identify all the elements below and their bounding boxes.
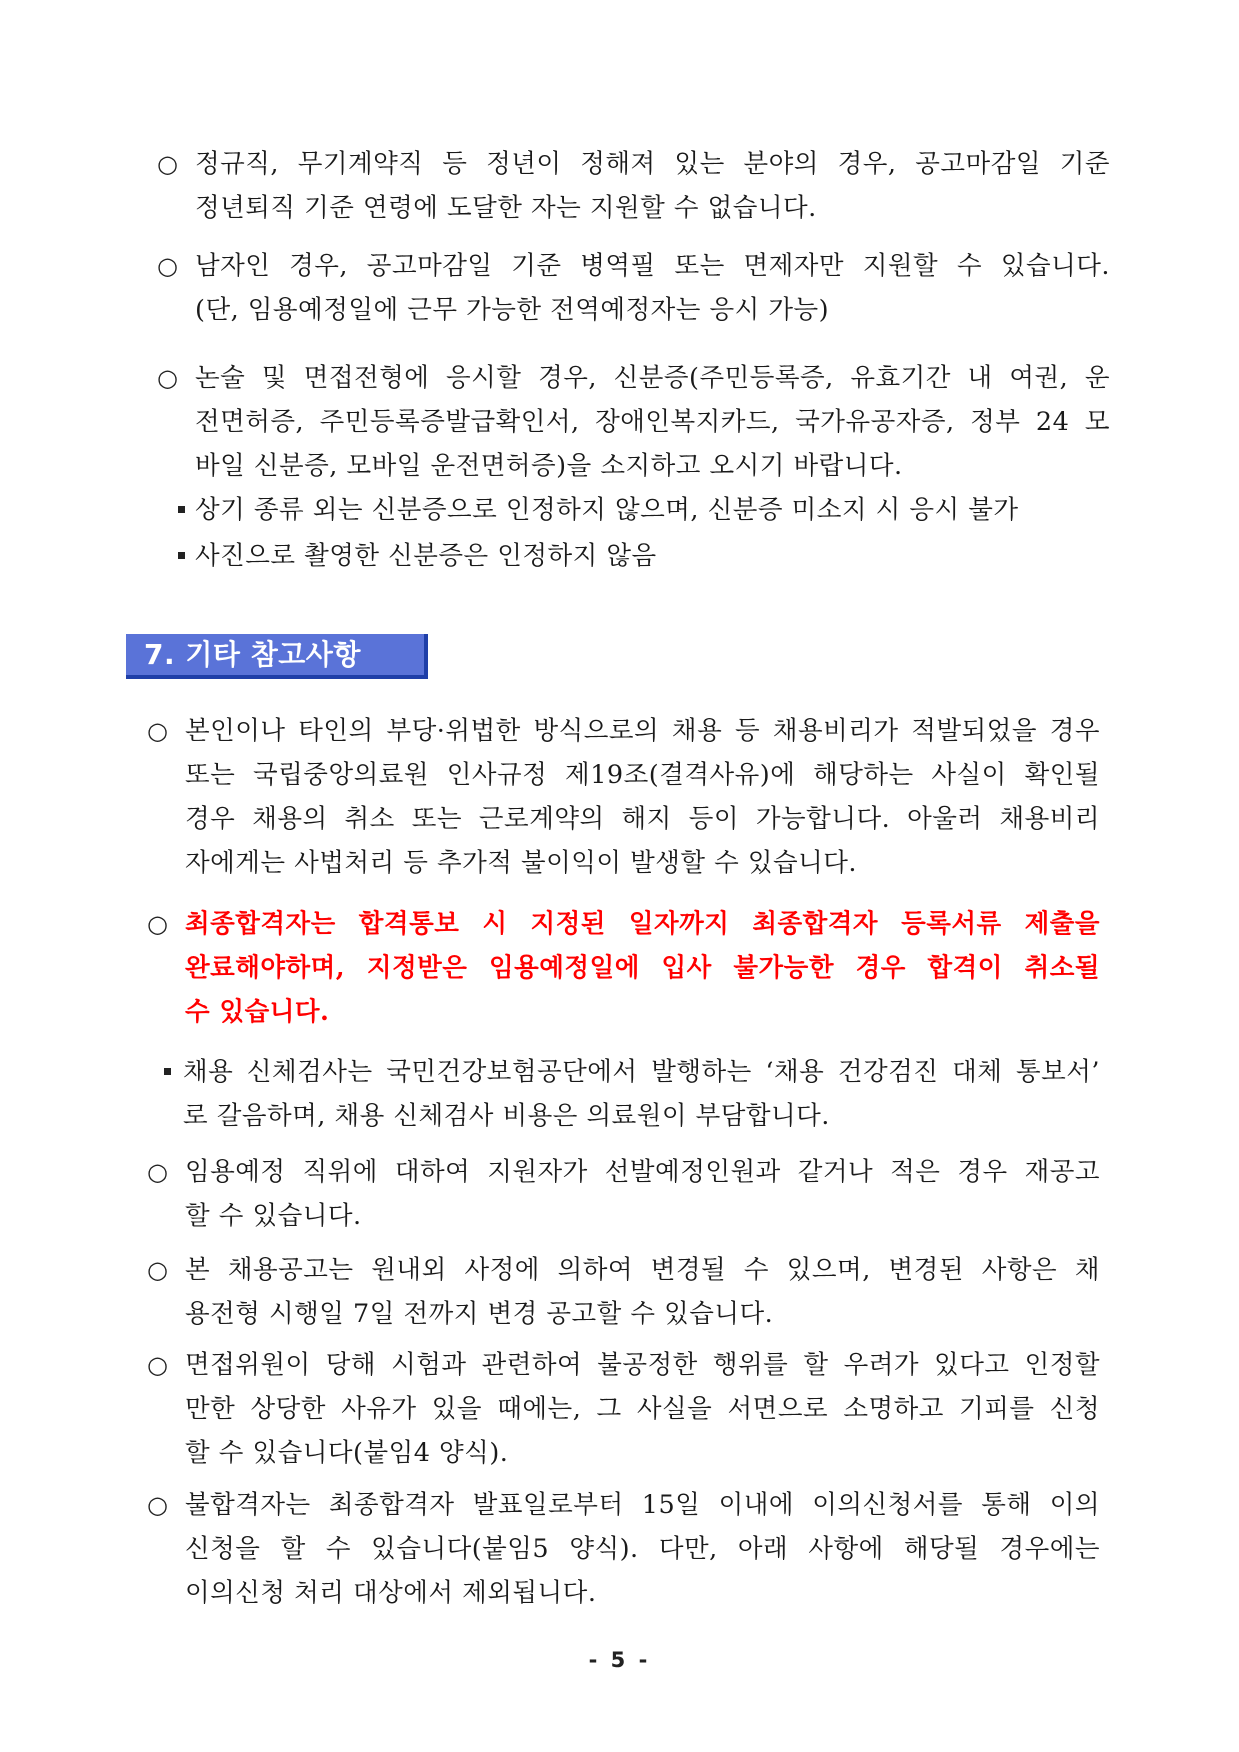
paragraph-line: 불합격자는 최종합격자 발표일로부터 15일 이내에 이의신청서를 통해 이의	[185, 1490, 1100, 1520]
paragraph-line: 완료해야하며, 지정받은 임용예정일에 입사 불가능한 경우 합격이 취소될	[185, 953, 1100, 983]
paragraph-line: 임용예정 직위에 대하여 지원자가 선발예정인원과 같거나 적은 경우 재공고	[185, 1157, 1100, 1187]
paragraph-objection	[185, 1483, 1100, 1615]
square-bullet-icon	[178, 552, 185, 559]
page-number: - 5 -	[588, 1648, 651, 1672]
paragraph-line: 정년퇴직 기준 연령에 도달한 자는 지원할 수 없습니다.	[195, 193, 817, 223]
paragraph-line: 바일 신분증, 모바일 운전면허증)을 소지하고 오시기 바랍니다.	[195, 451, 903, 481]
paragraph-re-announcement	[185, 1150, 1100, 1238]
paragraph-line: 논술 및 면접전형에 응시할 경우, 신분증(주민등록증, 유효기간 내 여권, 운	[195, 363, 1110, 393]
bullet-health-checkup	[183, 1050, 1100, 1138]
section-heading-box	[126, 634, 428, 679]
paragraph-line: 신청을 할 수 있습니다(붙임5 양식). 다만, 아래 사항에 해당될 경우에는	[185, 1534, 1100, 1564]
paragraph-line: 남자인 경우, 공고마감일 기준 병역필 또는 면제자만 지원할 수 있습니다.	[195, 251, 1110, 281]
paragraph-line: 수 있습니다.	[185, 997, 330, 1027]
paragraph-line: 본인이나 타인의 부당·위법한 방식으로의 채용 등 채용비리가 적발되었을 경우	[185, 716, 1100, 746]
paragraph-final-pass-notice	[185, 902, 1100, 1034]
paragraph-line: 본 채용공고는 원내외 사정에 의하여 변경될 수 있으며, 변경된 사항은 채	[185, 1255, 1100, 1285]
bullet-photo-id	[195, 534, 1095, 578]
paragraph-line: 자에게는 사법처리 등 추가적 불이익이 발생할 수 있습니다.	[185, 848, 858, 878]
circle-bullet-icon: ○	[147, 1351, 168, 1379]
circle-bullet-icon: ○	[157, 364, 178, 392]
paragraph-line: 면접위원이 당해 시험과 관련하여 불공정한 행위를 할 우려가 있다고 인정할	[185, 1350, 1100, 1380]
paragraph-interviewer-recusal	[185, 1343, 1100, 1475]
paragraph-line: (단, 임용예정일에 근무 가능한 전역예정자는 응시 가능)	[195, 295, 830, 325]
circle-bullet-icon: ○	[157, 150, 178, 178]
paragraph-line: 용전형 시행일 7일 전까지 변경 공고할 수 있습니다.	[185, 1299, 774, 1329]
circle-bullet-icon: ○	[147, 1491, 168, 1519]
circle-bullet-icon: ○	[147, 717, 168, 745]
section-heading-title: 7. 기타 참고사항	[144, 638, 361, 671]
circle-bullet-icon: ○	[147, 910, 168, 938]
paragraph-line: 최종합격자는 합격통보 시 지정된 일자까지 최종합격자 등록서류 제출을	[185, 909, 1100, 939]
bullet-text: 상기 종류 외는 신분증으로 인정하지 않으며, 신분증 미소지 시 응시 불가	[195, 495, 1019, 525]
bullet-id-not-accepted	[195, 488, 1095, 532]
circle-bullet-icon: ○	[147, 1256, 168, 1284]
square-bullet-icon	[164, 1068, 171, 1075]
paragraph-retirement-age	[195, 142, 1110, 230]
paragraph-hiring-fraud	[185, 709, 1100, 885]
paragraph-line: 또는 국립중앙의료원 인사규정 제19조(결격사유)에 해당하는 사실이 확인될	[185, 760, 1100, 790]
paragraph-notice-change	[185, 1248, 1100, 1336]
paragraph-line: 경우 채용의 취소 또는 근로계약의 해지 등이 가능합니다. 아울러 채용비리	[185, 804, 1100, 834]
paragraph-line: 정규직, 무기계약직 등 정년이 정해져 있는 분야의 경우, 공고마감일 기준	[195, 149, 1110, 179]
bullet-text: 사진으로 촬영한 신분증은 인정하지 않음	[195, 541, 657, 571]
bullet-text: 채용 신체검사는 국민건강보험공단에서 발행하는 ‘채용 건강검진 대체 통보서’	[183, 1057, 1100, 1087]
bullet-text: 로 갈음하며, 채용 신체검사 비용은 의료원이 부담합니다.	[183, 1101, 830, 1131]
paragraph-line: 할 수 있습니다(붙임4 양식).	[185, 1438, 509, 1468]
paragraph-military-service	[195, 244, 1110, 332]
circle-bullet-icon: ○	[147, 1158, 168, 1186]
paragraph-line: 만한 상당한 사유가 있을 때에는, 그 사실을 서면으로 소명하고 기피를 신청	[185, 1394, 1100, 1424]
circle-bullet-icon: ○	[157, 252, 178, 280]
paragraph-line: 이의신청 처리 대상에서 제외됩니다.	[185, 1578, 597, 1608]
paragraph-line: 전면허증, 주민등록증발급확인서, 장애인복지카드, 국가유공자증, 정부 24 모	[195, 407, 1110, 437]
square-bullet-icon	[178, 506, 185, 513]
paragraph-line: 할 수 있습니다.	[185, 1201, 362, 1231]
paragraph-id-requirement	[195, 356, 1110, 488]
